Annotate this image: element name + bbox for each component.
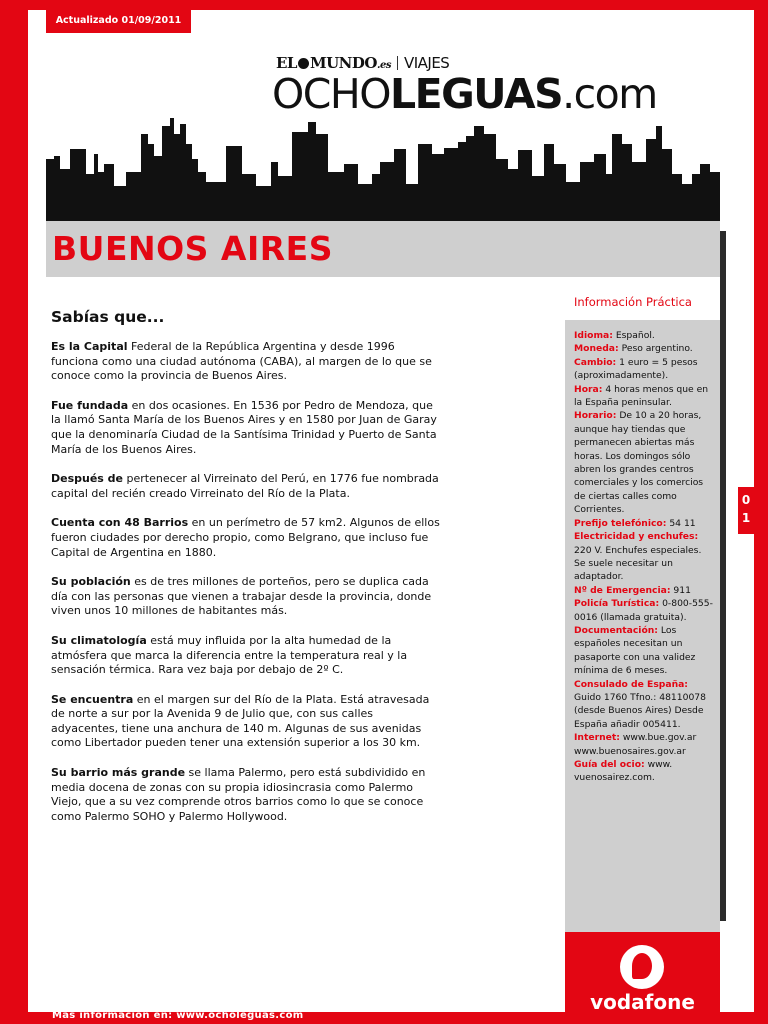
info-item-key: Internet: — [574, 732, 620, 744]
globe-icon — [298, 58, 309, 69]
info-item-key: Cambio: — [574, 356, 617, 368]
paragraph-text: Federal de la República Argentina y desde 1996 funciona como una ciudad autónoma (CABA), al margen de lo que se conoce como la provincia de Buenos Aires. — [51, 340, 432, 383]
info-item — [574, 356, 714, 383]
info-item — [574, 530, 714, 584]
paragraph-text: en un perímetro de 57 km2. Algunos de ellos fueron ciudades por derecho propio, como Belgrano, que incluso fue Capital de Argentina en 1880. — [51, 516, 440, 559]
info-item-key: Electricidad y enchufes: — [574, 531, 699, 543]
paragraph — [51, 472, 441, 501]
info-item-key: Nº de Emergencia: — [574, 584, 671, 596]
info-sidebar-header — [565, 277, 720, 320]
info-item-value: Español. — [612, 330, 655, 341]
sidebar-shadow — [720, 231, 726, 921]
paragraph-lead: Su barrio más grande — [51, 766, 186, 780]
info-item — [574, 409, 714, 516]
section-heading: Sabías que... — [51, 308, 165, 326]
paragraph-text: se llama Palermo, pero está subdividido en media docena de zonas con su propia idiosincrasia como Palermo Viejo, que a su vez comprende otros barrios como lo que se conoce como Palermo SOHO y Palermo Hollywood. — [51, 766, 426, 823]
paragraph-lead: Cuenta con 48 Barrios — [51, 516, 189, 530]
info-item-value: Guido 1760 Tfno.: 48110078 (desde Buenos Aires) Desde España añadir 005411. — [574, 691, 706, 730]
paragraph — [51, 340, 441, 384]
info-item-value: www.bue.gov.ar www.buenosaires.gov.ar — [574, 732, 697, 757]
info-item-value: Los españoles necesitan un pasaporte con una validez mínima de 6 meses. — [574, 624, 696, 677]
paragraph-lead: Después de — [51, 472, 124, 486]
paragraph — [51, 634, 441, 678]
info-item — [574, 731, 714, 758]
city-skyline-illustration — [46, 114, 720, 221]
info-item-key: Hora: — [574, 383, 603, 395]
page-number-tab — [738, 487, 754, 534]
paragraph — [51, 399, 441, 457]
sponsor-logo[interactable] — [565, 932, 720, 1012]
info-sidebar — [565, 277, 720, 1012]
info-item-key: Documentación: — [574, 624, 658, 636]
paragraph-text: en dos ocasiones. En 1536 por Pedro de Mendoza, que la llamó Santa María de los Buenos Aires y en 1580 por Juan de Garay que la denominaría Ciudad de la Santísima Trinidad y Puerto de Santa María de los Buenos Aires. — [51, 398, 437, 456]
page-title: BUENOS AIRES — [52, 229, 333, 268]
paragraph-lead: Es la Capital — [51, 340, 128, 353]
brand-masthead: EL MUNDO.es VIAJES — [276, 54, 450, 72]
info-item-key: Consulado de España: — [574, 678, 688, 690]
info-item-key: Guía del ocio: — [574, 759, 645, 770]
info-item-value: 0-800-555-0016 (llamada gratuita). — [574, 598, 713, 623]
info-item-key: Idioma: — [574, 330, 613, 341]
page-number-digit: 0 — [741, 493, 751, 507]
page-number-digit: 1 — [741, 511, 751, 525]
main-content — [51, 308, 441, 839]
paragraph — [51, 575, 441, 619]
paragraph-text: en el margen sur del Río de la Plata. Está atravesada de norte a sur por la Avenida 9 de Julio que, con sus calles adyacentes, tiene una anchura de 140 m. Algunas de sus avenidas como Libertador pueden tener una extensión superior a los 30 km. — [51, 692, 430, 750]
title-band — [46, 221, 720, 277]
info-item-value: 220 V. Enchufes especiales. Se suele necesitar un adaptador. — [574, 544, 702, 583]
paragraph — [51, 766, 441, 824]
footer-link[interactable]: Más información en: www.ocholeguas.com — [52, 1010, 304, 1021]
info-item — [574, 517, 714, 530]
brand-logo[interactable] — [272, 54, 712, 118]
paragraph-lead: Su climatología — [51, 633, 147, 647]
paragraph — [51, 693, 441, 751]
paragraph — [51, 516, 441, 560]
info-item — [574, 329, 714, 342]
paragraph-lead: Se encuentra — [51, 692, 134, 706]
info-item — [574, 584, 714, 597]
info-item-key: Horario: — [574, 410, 617, 422]
vodafone-speechmark-icon — [620, 945, 664, 989]
paragraph-text: pertenecer al Virreinato del Perú, en 1776 fue nombrada capital del recién creado Virreinato del Río de la Plata. — [51, 472, 439, 500]
brand-wordmark: OCHOLEGUAS.com — [272, 70, 657, 118]
info-item-key: Moneda: — [574, 343, 619, 355]
info-item-value: Peso argentino. — [618, 343, 693, 355]
paragraph-text: es de tres millones de porteños, pero se duplica cada día con las personas que vienen a trabajar desde la provincia, donde viven unos 10 millones de habitantes más. — [51, 575, 432, 618]
info-item-value: www. vuenosairez.com. — [574, 759, 673, 784]
sponsor-name: vodafone — [590, 990, 695, 1014]
paragraph-text: está muy influida por la alta humedad de la atmósfera que marca la diferencia entre la temperatura real y la sensación térmica. Rara vez baja por debajo de 2º C. — [51, 633, 408, 677]
info-list — [574, 329, 714, 785]
paragraph-list — [51, 340, 441, 824]
paragraph-lead: Fue fundada — [51, 398, 129, 412]
info-item-value: 1 euro = 5 pesos (aproximadamente). — [574, 356, 698, 382]
info-item — [574, 758, 714, 785]
info-item — [574, 597, 714, 624]
info-item — [574, 342, 714, 355]
info-item-key: Prefijo telefónico: — [574, 517, 667, 529]
info-item-value: 911 — [670, 584, 691, 596]
info-item-key: Policía Turística: — [574, 598, 660, 610]
info-item-value: De 10 a 20 horas, aunque hay tiendas que permanecen abiertas más horas. Los domingos sólo abren los grandes centros comerciales y los comercios de ciertas calles como Corrientes. — [574, 410, 704, 516]
info-item-value: 54 11 — [666, 517, 696, 529]
info-sidebar-title: Información Práctica — [574, 295, 692, 309]
info-item — [574, 624, 714, 678]
document-page — [28, 10, 754, 1012]
info-item — [574, 678, 714, 732]
paragraph-lead: Su población — [51, 575, 131, 589]
info-item-value: 4 horas menos que en la España peninsular. — [574, 383, 709, 409]
update-badge: Actualizado 01/09/2011 — [46, 10, 191, 33]
info-item — [574, 383, 714, 410]
